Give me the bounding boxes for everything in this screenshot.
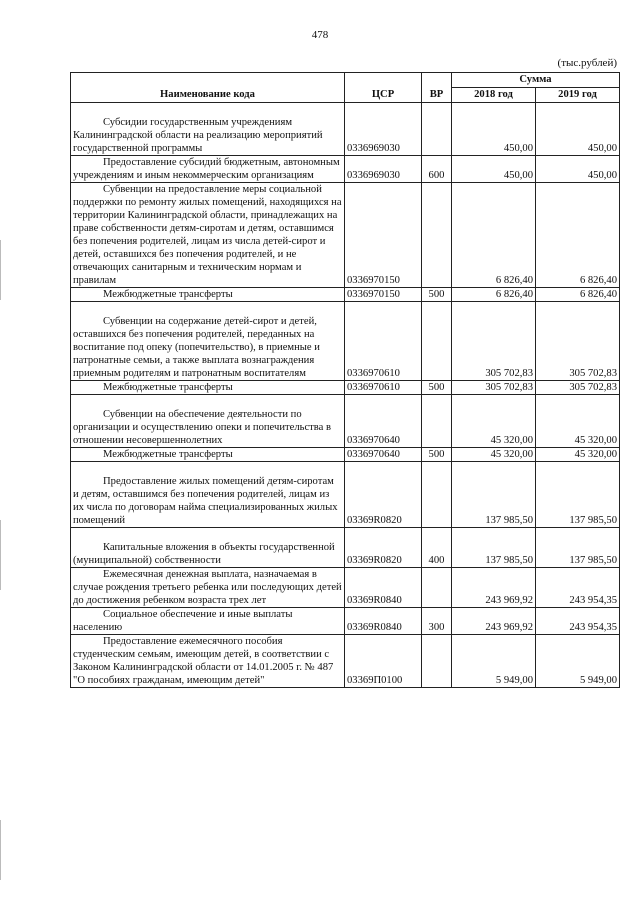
table-row <box>71 462 620 528</box>
row-name-text: Ежемесячная денежная выплата, назначаемая в случае рождения третьего ребенка или последующих детей до достижения ребенком возраста трех лет <box>73 569 342 606</box>
row-name-text: Межбюджетные трансферты <box>103 449 233 460</box>
row-2018: 137 985,50 <box>452 528 536 568</box>
row-2018: 450,00 <box>452 103 536 156</box>
row-name <box>71 302 345 381</box>
row-csr: 0336970640 <box>345 448 422 462</box>
row-2019: 5 949,00 <box>536 635 620 688</box>
row-2019: 6 826,40 <box>536 288 620 302</box>
row-name <box>71 156 345 183</box>
scan-margin-mark <box>0 520 1 590</box>
budget-table <box>70 72 620 688</box>
table-row <box>71 288 620 302</box>
row-vr: 300 <box>422 608 452 635</box>
row-2018: 5 949,00 <box>452 635 536 688</box>
row-2019: 6 826,40 <box>536 183 620 288</box>
row-2018: 305 702,83 <box>452 302 536 381</box>
row-2018: 6 826,40 <box>452 183 536 288</box>
row-name <box>71 635 345 688</box>
row-vr: 500 <box>422 448 452 462</box>
table-header <box>71 73 620 103</box>
row-2018: 243 969,92 <box>452 608 536 635</box>
scan-margin-mark <box>0 240 1 300</box>
table-row <box>71 448 620 462</box>
row-csr: 0336969030 <box>345 103 422 156</box>
row-csr: 0336970610 <box>345 381 422 395</box>
row-2019: 305 702,83 <box>536 381 620 395</box>
header-year-2018: 2018 год <box>452 88 536 103</box>
row-csr: 03369П0100 <box>345 635 422 688</box>
row-2019: 243 954,35 <box>536 608 620 635</box>
row-2019: 305 702,83 <box>536 302 620 381</box>
row-2018: 243 969,92 <box>452 568 536 608</box>
table-row <box>71 183 620 288</box>
header-vr: ВР <box>422 73 452 103</box>
header-name: Наименование кода <box>71 73 345 103</box>
row-vr <box>422 462 452 528</box>
row-2018: 137 985,50 <box>452 462 536 528</box>
table-row <box>71 528 620 568</box>
row-vr <box>422 635 452 688</box>
row-2018: 45 320,00 <box>452 395 536 448</box>
row-name-text: Капитальные вложения в объекты государственной (муниципальной) собственности <box>73 542 335 566</box>
table-row <box>71 103 620 156</box>
row-2018: 45 320,00 <box>452 448 536 462</box>
row-name-text: Субвенции на предоставление меры социальной поддержки по ремонту жилых помещений, находящихся на территории Калининградской области, принадлежащих на праве собственности детям-сиротам и детям, оставшимся без попечения родителей, лицам из числа детей-сирот и детей, оставшихся без попечения родителей, и не отвечающих санитарным и техническим нормам и правилам <box>73 184 342 286</box>
row-csr: 0336970640 <box>345 395 422 448</box>
row-vr: 500 <box>422 288 452 302</box>
table-row <box>71 302 620 381</box>
row-2018: 305 702,83 <box>452 381 536 395</box>
row-name-text: Социальное обеспечение и иные выплаты населению <box>73 609 293 633</box>
row-vr: 600 <box>422 156 452 183</box>
header-csr: ЦСР <box>345 73 422 103</box>
row-2018: 450,00 <box>452 156 536 183</box>
row-csr: 0336969030 <box>345 156 422 183</box>
row-name <box>71 183 345 288</box>
table-row <box>71 608 620 635</box>
row-name-text: Предоставление жилых помещений детям-сиротам и детям, оставшимся без попечения родителей, лицам из их числа по договорам найма специализированных жилых помещений <box>73 476 338 526</box>
row-name <box>71 448 345 462</box>
row-2019: 450,00 <box>536 156 620 183</box>
row-name <box>71 462 345 528</box>
table-row <box>71 381 620 395</box>
row-name <box>71 568 345 608</box>
row-2019: 450,00 <box>536 103 620 156</box>
row-name-text: Субсидии государственным учреждениям Калининградской области на реализацию мероприятий государственной программы <box>73 117 323 154</box>
row-csr: 03369R0820 <box>345 462 422 528</box>
row-csr: 03369R0840 <box>345 608 422 635</box>
scan-margin-mark <box>0 820 1 880</box>
row-csr: 0336970150 <box>345 183 422 288</box>
row-2019: 45 320,00 <box>536 395 620 448</box>
row-vr <box>422 302 452 381</box>
table-row <box>71 635 620 688</box>
row-vr: 500 <box>422 381 452 395</box>
row-name-text: Предоставление субсидий бюджетным, автономным учреждениям и иным некоммерческим организациям <box>73 157 340 181</box>
page-number: 478 <box>311 29 329 41</box>
row-vr <box>422 395 452 448</box>
table-body <box>71 103 620 688</box>
row-name-text: Предоставление ежемесячного пособия студенческим семьям, имеющим детей, в соответствии с Законом Калининградской области от 14.01.2005 г. № 487 "О пособиях гражданам, имеющим детей" <box>73 636 334 686</box>
row-csr: 0336970610 <box>345 302 422 381</box>
row-2019: 137 985,50 <box>536 462 620 528</box>
table-row <box>71 568 620 608</box>
row-name <box>71 381 345 395</box>
table-row <box>71 395 620 448</box>
row-name <box>71 395 345 448</box>
row-2019: 137 985,50 <box>536 528 620 568</box>
row-name <box>71 288 345 302</box>
row-csr: 0336970150 <box>345 288 422 302</box>
row-vr <box>422 103 452 156</box>
row-2018: 6 826,40 <box>452 288 536 302</box>
row-name-text: Межбюджетные трансферты <box>103 289 233 300</box>
row-name <box>71 608 345 635</box>
row-csr: 03369R0840 <box>345 568 422 608</box>
header-year-2019: 2019 год <box>536 88 620 103</box>
row-vr: 400 <box>422 528 452 568</box>
header-sum: Сумма <box>452 73 620 88</box>
row-name-text: Межбюджетные трансферты <box>103 382 233 393</box>
row-name-text: Субвенции на обеспечение деятельности по организации и осуществлению опеки и попечительства в отношении несовершеннолетних <box>73 409 331 446</box>
row-csr: 03369R0820 <box>345 528 422 568</box>
row-name <box>71 103 345 156</box>
row-2019: 45 320,00 <box>536 448 620 462</box>
row-2019: 243 954,35 <box>536 568 620 608</box>
units-label: (тыс.рублей) <box>557 57 617 69</box>
table-row <box>71 156 620 183</box>
row-vr <box>422 183 452 288</box>
row-vr <box>422 568 452 608</box>
row-name-text: Субвенции на содержание детей-сирот и детей, оставшихся без попечения родителей, переданных на воспитание под опеку (попечительство), в приемные и патронатные семьи, а также выплата вознаграждения приемным родителям и патронатным воспитателям <box>73 316 320 379</box>
row-name <box>71 528 345 568</box>
